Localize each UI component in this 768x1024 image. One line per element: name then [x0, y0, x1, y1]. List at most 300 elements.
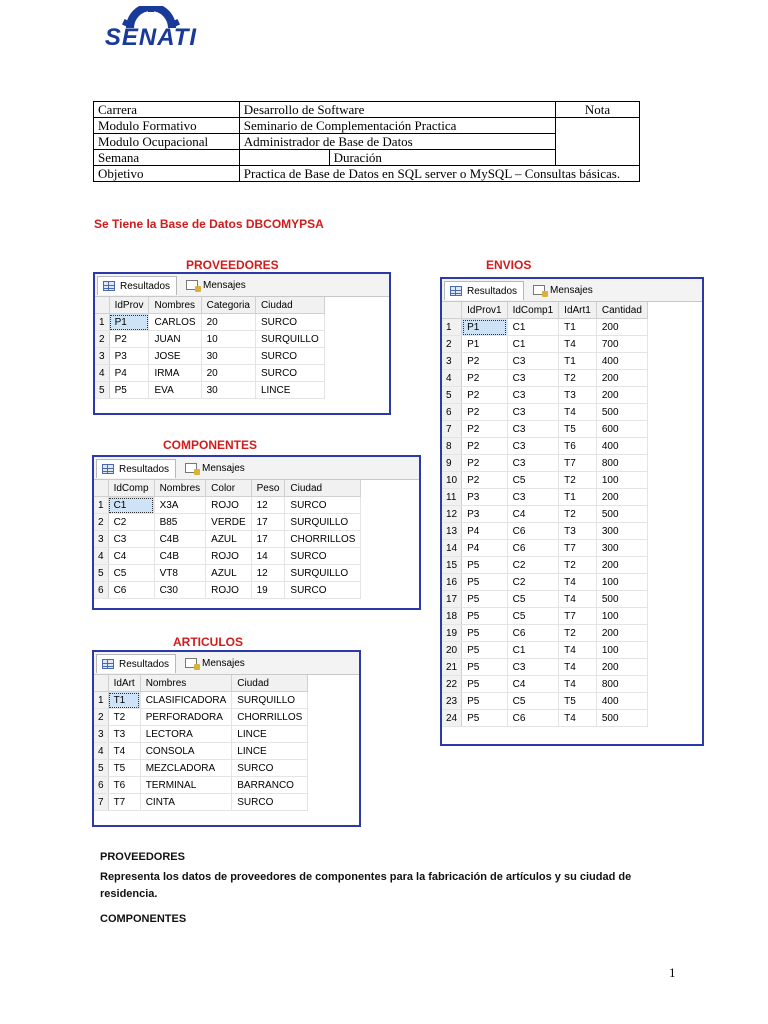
- grid-cell[interactable]: B85: [154, 514, 206, 531]
- grid-cell[interactable]: T4: [559, 574, 597, 591]
- grid-cell[interactable]: 30: [201, 382, 255, 399]
- grid-cell[interactable]: AZUL: [206, 531, 251, 548]
- grid-cell[interactable]: P2: [462, 421, 507, 438]
- grid-cell[interactable]: T4: [559, 336, 597, 353]
- grid-cell[interactable]: JUAN: [149, 331, 201, 348]
- grid-cell[interactable]: C3: [507, 438, 559, 455]
- table-row[interactable]: [95, 348, 324, 365]
- grid-cell[interactable]: 200: [596, 625, 647, 642]
- grid-cell[interactable]: P5: [462, 659, 507, 676]
- grid-cell[interactable]: P3: [109, 348, 149, 365]
- table-row[interactable]: [94, 497, 361, 514]
- grid-cell[interactable]: 20: [201, 365, 255, 382]
- grid-cell[interactable]: P5: [462, 693, 507, 710]
- grid-cell[interactable]: T4: [559, 591, 597, 608]
- column-header[interactable]: IdArt: [108, 675, 140, 692]
- grid-cell[interactable]: P2: [462, 472, 507, 489]
- table-row[interactable]: [442, 404, 647, 421]
- grid-cell[interactable]: T2: [559, 557, 597, 574]
- grid-cell[interactable]: LECTORA: [140, 726, 232, 743]
- table-row[interactable]: [442, 693, 647, 710]
- row-number[interactable]: 14: [442, 540, 462, 557]
- grid-cell[interactable]: C5: [507, 591, 559, 608]
- grid-cell[interactable]: 800: [596, 455, 647, 472]
- tab-mensajes[interactable]: Mensajes: [181, 276, 252, 295]
- grid-cell[interactable]: P1: [109, 314, 149, 331]
- column-header[interactable]: Ciudad: [255, 297, 324, 314]
- messages-icon: [186, 280, 198, 290]
- proveedores-grid: [95, 297, 325, 399]
- table-row[interactable]: [95, 331, 324, 348]
- grid-cell[interactable]: C6: [507, 523, 559, 540]
- grid-cell[interactable]: P3: [462, 489, 507, 506]
- grid-cell[interactable]: C3: [507, 489, 559, 506]
- grid-cell[interactable]: P2: [462, 387, 507, 404]
- table-row[interactable]: [442, 608, 647, 625]
- grid-cell[interactable]: SURQUILLO: [285, 565, 361, 582]
- grid-cell[interactable]: SURCO: [255, 348, 324, 365]
- grid-cell[interactable]: 17: [251, 531, 285, 548]
- column-header[interactable]: Nombres: [140, 675, 232, 692]
- grid-cell[interactable]: P5: [462, 574, 507, 591]
- grid-cell[interactable]: P4: [109, 365, 149, 382]
- table-row[interactable]: [442, 540, 647, 557]
- grid-cell[interactable]: C4: [507, 676, 559, 693]
- grid-cell[interactable]: C3: [507, 659, 559, 676]
- row-number[interactable]: 15: [442, 557, 462, 574]
- grid-cell[interactable]: T7: [559, 540, 597, 557]
- row-number[interactable]: 1: [94, 692, 108, 709]
- row-number[interactable]: 5: [95, 382, 109, 399]
- grid-cell[interactable]: T1: [559, 489, 597, 506]
- row-number[interactable]: 19: [442, 625, 462, 642]
- table-row[interactable]: [94, 514, 361, 531]
- row-number[interactable]: 3: [94, 726, 108, 743]
- row-number-header: [94, 675, 108, 692]
- grid-cell[interactable]: 500: [596, 404, 647, 421]
- table-row[interactable]: [94, 794, 308, 811]
- table-row[interactable]: [442, 591, 647, 608]
- column-header[interactable]: Nombres: [154, 480, 206, 497]
- grid-cell[interactable]: T2: [559, 625, 597, 642]
- row-number[interactable]: 6: [94, 582, 108, 599]
- grid-cell[interactable]: SURCO: [285, 582, 361, 599]
- grid-cell[interactable]: 14: [251, 548, 285, 565]
- grid-cell[interactable]: T2: [559, 506, 597, 523]
- row-number[interactable]: 5: [442, 387, 462, 404]
- grid-cell[interactable]: 200: [596, 319, 647, 336]
- column-header[interactable]: Categoria: [201, 297, 255, 314]
- table-row[interactable]: [94, 582, 361, 599]
- grid-cell[interactable]: P2: [462, 404, 507, 421]
- table-row[interactable]: [442, 574, 647, 591]
- grid-cell[interactable]: 30: [201, 348, 255, 365]
- modulo-ocupacional-label: Modulo Ocupacional: [94, 134, 240, 150]
- row-number[interactable]: 11: [442, 489, 462, 506]
- grid-cell[interactable]: T7: [108, 794, 140, 811]
- grid-cell[interactable]: C3: [507, 404, 559, 421]
- grid-cell[interactable]: C2: [507, 574, 559, 591]
- grid-cell[interactable]: C6: [507, 540, 559, 557]
- grid-cell[interactable]: X3A: [154, 497, 206, 514]
- grid-cell[interactable]: PERFORADORA: [140, 709, 232, 726]
- grid-cell[interactable]: T3: [108, 726, 140, 743]
- grid-cell[interactable]: P5: [462, 591, 507, 608]
- messages-icon: [533, 285, 545, 295]
- row-number-header: [94, 480, 108, 497]
- row-number[interactable]: 6: [442, 404, 462, 421]
- column-header[interactable]: IdComp1: [507, 302, 559, 319]
- grid-cell[interactable]: P4: [462, 540, 507, 557]
- grid-cell[interactable]: T4: [559, 659, 597, 676]
- grid-cell[interactable]: C3: [507, 387, 559, 404]
- grid-cell[interactable]: P5: [462, 642, 507, 659]
- grid-cell[interactable]: 700: [596, 336, 647, 353]
- row-number[interactable]: 2: [94, 514, 108, 531]
- grid-cell[interactable]: CHORRILLOS: [232, 709, 308, 726]
- grid-cell[interactable]: T3: [559, 387, 597, 404]
- grid-cell[interactable]: T3: [559, 523, 597, 540]
- grid-cell[interactable]: C1: [507, 642, 559, 659]
- row-number[interactable]: 7: [94, 794, 108, 811]
- grid-cell[interactable]: 300: [596, 523, 647, 540]
- tab-mensajes[interactable]: Mensajes: [180, 459, 251, 478]
- grid-cell[interactable]: CLASIFICADORA: [140, 692, 232, 709]
- row-number[interactable]: 2: [95, 331, 109, 348]
- grid-cell[interactable]: LINCE: [232, 743, 308, 760]
- grid-cell[interactable]: P5: [462, 557, 507, 574]
- table-row[interactable]: [442, 659, 647, 676]
- grid-cell[interactable]: 20: [201, 314, 255, 331]
- grid-cell[interactable]: P2: [462, 353, 507, 370]
- row-number[interactable]: 5: [94, 565, 108, 582]
- grid-cell[interactable]: 200: [596, 489, 647, 506]
- row-number[interactable]: 7: [442, 421, 462, 438]
- messages-icon: [185, 463, 197, 473]
- grid-cell[interactable]: T4: [559, 642, 597, 659]
- grid-cell[interactable]: SURCO: [255, 314, 324, 331]
- grid-cell[interactable]: C4: [108, 548, 154, 565]
- table-row[interactable]: [442, 625, 647, 642]
- grid-cell[interactable]: C6: [507, 710, 559, 727]
- grid-cell[interactable]: C5: [507, 472, 559, 489]
- table-row[interactable]: [442, 676, 647, 693]
- grid-cell[interactable]: 19: [251, 582, 285, 599]
- grid-cell[interactable]: TERMINAL: [140, 777, 232, 794]
- table-row[interactable]: [442, 387, 647, 404]
- row-number[interactable]: 4: [94, 548, 108, 565]
- grid-cell[interactable]: LINCE: [255, 382, 324, 399]
- grid-cell[interactable]: CHORRILLOS: [285, 531, 361, 548]
- grid-cell[interactable]: 12: [251, 497, 285, 514]
- semana-label: Semana: [94, 150, 240, 166]
- grid-cell[interactable]: 800: [596, 676, 647, 693]
- messages-icon: [185, 658, 197, 668]
- row-number[interactable]: 20: [442, 642, 462, 659]
- grid-cell[interactable]: 10: [201, 331, 255, 348]
- grid-cell[interactable]: P5: [109, 382, 149, 399]
- grid-cell[interactable]: C6: [507, 625, 559, 642]
- logo-text: SENATI: [104, 24, 198, 51]
- grid-cell[interactable]: 12: [251, 565, 285, 582]
- row-number[interactable]: 23: [442, 693, 462, 710]
- table-row[interactable]: [442, 421, 647, 438]
- grid-cell[interactable]: T4: [559, 710, 597, 727]
- table-row[interactable]: [442, 489, 647, 506]
- table-row[interactable]: [442, 438, 647, 455]
- grid-cell[interactable]: MEZCLADORA: [140, 760, 232, 777]
- grid-cell[interactable]: P5: [462, 608, 507, 625]
- senati-logo: [96, 6, 206, 50]
- row-number[interactable]: 1: [94, 497, 108, 514]
- table-row[interactable]: [94, 709, 308, 726]
- row-number[interactable]: 4: [442, 370, 462, 387]
- grid-cell[interactable]: C5: [507, 693, 559, 710]
- grid-cell[interactable]: 500: [596, 591, 647, 608]
- componentes-title: COMPONENTES: [163, 438, 258, 452]
- grid-cell[interactable]: C3: [507, 353, 559, 370]
- proveedores-title: PROVEEDORES: [186, 258, 279, 272]
- table-row[interactable]: [442, 506, 647, 523]
- table-row[interactable]: [442, 523, 647, 540]
- grid-cell[interactable]: P4: [462, 523, 507, 540]
- result-tabs: [95, 274, 389, 297]
- table-row[interactable]: [442, 472, 647, 489]
- table-row[interactable]: [442, 642, 647, 659]
- grid-cell[interactable]: 600: [596, 421, 647, 438]
- grid-cell[interactable]: T5: [559, 421, 597, 438]
- column-header[interactable]: IdComp: [108, 480, 154, 497]
- grid-cell[interactable]: ROJO: [206, 582, 251, 599]
- grid-cell[interactable]: 200: [596, 387, 647, 404]
- column-header[interactable]: IdProv1: [462, 302, 507, 319]
- table-row[interactable]: [442, 710, 647, 727]
- row-number[interactable]: 24: [442, 710, 462, 727]
- row-number[interactable]: 12: [442, 506, 462, 523]
- grid-cell[interactable]: C1: [108, 497, 154, 514]
- grid-cell[interactable]: 400: [596, 438, 647, 455]
- grid-cell[interactable]: P1: [462, 336, 507, 353]
- grid-cell[interactable]: T4: [559, 404, 597, 421]
- grid-cell[interactable]: CARLOS: [149, 314, 201, 331]
- grid-cell[interactable]: SURCO: [255, 365, 324, 382]
- grid-cell[interactable]: P2: [462, 370, 507, 387]
- grid-cell[interactable]: P2: [462, 438, 507, 455]
- table-row[interactable]: [95, 382, 324, 399]
- row-number[interactable]: 3: [442, 353, 462, 370]
- table-row[interactable]: [94, 777, 308, 794]
- table-row[interactable]: [94, 548, 361, 565]
- grid-cell[interactable]: P5: [462, 676, 507, 693]
- row-number[interactable]: 13: [442, 523, 462, 540]
- column-header[interactable]: Color: [206, 480, 251, 497]
- table-row[interactable]: [442, 370, 647, 387]
- grid-cell[interactable]: LINCE: [232, 726, 308, 743]
- grid-cell[interactable]: C1: [507, 319, 559, 336]
- grid-cell[interactable]: SURCO: [285, 497, 361, 514]
- grid-cell[interactable]: C4: [507, 506, 559, 523]
- row-number[interactable]: 2: [442, 336, 462, 353]
- table-row[interactable]: [95, 365, 324, 382]
- row-number[interactable]: 8: [442, 438, 462, 455]
- row-number[interactable]: 16: [442, 574, 462, 591]
- duracion-label: Duración: [329, 150, 556, 166]
- table-row[interactable]: [94, 743, 308, 760]
- column-header[interactable]: Peso: [251, 480, 285, 497]
- grid-cell[interactable]: P5: [462, 710, 507, 727]
- grid-cell[interactable]: C4B: [154, 531, 206, 548]
- componentes-desc-heading: COMPONENTES: [100, 913, 187, 925]
- table-row[interactable]: [442, 455, 647, 472]
- column-header[interactable]: Ciudad: [285, 480, 361, 497]
- row-number[interactable]: 2: [94, 709, 108, 726]
- grid-cell[interactable]: SURQUILLO: [232, 692, 308, 709]
- grid-cell[interactable]: T2: [108, 709, 140, 726]
- grid-cell[interactable]: C3: [507, 455, 559, 472]
- articulos-title: ARTICULOS: [173, 635, 243, 649]
- grid-cell[interactable]: AZUL: [206, 565, 251, 582]
- grid-cell[interactable]: 500: [596, 710, 647, 727]
- table-row[interactable]: [94, 531, 361, 548]
- grid-cell[interactable]: T5: [108, 760, 140, 777]
- modulo-formativo-label: Modulo Formativo: [94, 118, 240, 134]
- tab-mensajes[interactable]: Mensajes: [528, 281, 599, 300]
- grid-cell[interactable]: SURQUILLO: [285, 514, 361, 531]
- grid-cell[interactable]: C2: [507, 557, 559, 574]
- row-number[interactable]: 10: [442, 472, 462, 489]
- grid-cell[interactable]: 400: [596, 693, 647, 710]
- grid-cell[interactable]: 200: [596, 659, 647, 676]
- column-header[interactable]: Cantidad: [596, 302, 647, 319]
- grid-cell[interactable]: C2: [108, 514, 154, 531]
- grid-cell[interactable]: 500: [596, 506, 647, 523]
- row-number[interactable]: 17: [442, 591, 462, 608]
- column-header[interactable]: Ciudad: [232, 675, 308, 692]
- grid-cell[interactable]: JOSE: [149, 348, 201, 365]
- result-tabs: [442, 279, 702, 302]
- grid-cell[interactable]: C3: [507, 370, 559, 387]
- grid-cell[interactable]: 300: [596, 540, 647, 557]
- grid-cell[interactable]: CINTA: [140, 794, 232, 811]
- grid-cell[interactable]: VT8: [154, 565, 206, 582]
- table-row[interactable]: [442, 319, 647, 336]
- tab-resultados[interactable]: Resultados: [96, 654, 176, 673]
- grid-cell[interactable]: ROJO: [206, 548, 251, 565]
- tab-resultados[interactable]: Resultados: [444, 281, 524, 300]
- table-row[interactable]: [442, 557, 647, 574]
- row-number[interactable]: 4: [94, 743, 108, 760]
- grid-cell[interactable]: SURCO: [232, 794, 308, 811]
- table-row[interactable]: [442, 353, 647, 370]
- grid-cell[interactable]: C3: [108, 531, 154, 548]
- proveedores-panel: [93, 272, 391, 415]
- grid-cell[interactable]: 100: [596, 608, 647, 625]
- row-number[interactable]: 21: [442, 659, 462, 676]
- grid-cell[interactable]: P2: [462, 455, 507, 472]
- grid-cell[interactable]: 100: [596, 642, 647, 659]
- row-number[interactable]: 3: [94, 531, 108, 548]
- tab-mensajes[interactable]: Mensajes: [180, 654, 251, 673]
- grid-cell[interactable]: SURQUILLO: [255, 331, 324, 348]
- grid-cell[interactable]: T6: [108, 777, 140, 794]
- tab-resultados[interactable]: Resultados: [96, 459, 176, 478]
- grid-cell[interactable]: P5: [462, 625, 507, 642]
- row-number[interactable]: 5: [94, 760, 108, 777]
- grid-cell[interactable]: C30: [154, 582, 206, 599]
- row-number[interactable]: 9: [442, 455, 462, 472]
- grid-cell[interactable]: IRMA: [149, 365, 201, 382]
- table-row[interactable]: [94, 565, 361, 582]
- table-row[interactable]: [95, 314, 324, 331]
- table-row[interactable]: [94, 760, 308, 777]
- grid-cell[interactable]: C3: [507, 421, 559, 438]
- grid-cell[interactable]: T6: [559, 438, 597, 455]
- grid-cell[interactable]: CONSOLA: [140, 743, 232, 760]
- grid-cell[interactable]: P2: [109, 331, 149, 348]
- grid-cell[interactable]: T2: [559, 370, 597, 387]
- grid-cell[interactable]: C5: [108, 565, 154, 582]
- row-number[interactable]: 18: [442, 608, 462, 625]
- grid-cell[interactable]: 100: [596, 574, 647, 591]
- table-row[interactable]: [442, 336, 647, 353]
- grid-cell[interactable]: C4B: [154, 548, 206, 565]
- grid-cell[interactable]: P3: [462, 506, 507, 523]
- table-row[interactable]: [94, 726, 308, 743]
- grid-cell[interactable]: T4: [108, 743, 140, 760]
- grid-cell[interactable]: 400: [596, 353, 647, 370]
- carrera-value: Desarrollo de Software: [239, 102, 555, 118]
- grid-cell[interactable]: T1: [108, 692, 140, 709]
- row-number[interactable]: 22: [442, 676, 462, 693]
- column-header[interactable]: IdProv: [109, 297, 149, 314]
- grid-cell[interactable]: EVA: [149, 382, 201, 399]
- grid-cell[interactable]: ROJO: [206, 497, 251, 514]
- grid-cell[interactable]: T7: [559, 455, 597, 472]
- row-number[interactable]: 6: [94, 777, 108, 794]
- grid-cell[interactable]: T1: [559, 353, 597, 370]
- tab-resultados[interactable]: Resultados: [97, 276, 177, 295]
- row-number[interactable]: 4: [95, 365, 109, 382]
- nota-label: Nota: [556, 102, 640, 118]
- grid-cell[interactable]: T5: [559, 693, 597, 710]
- grid-cell[interactable]: 17: [251, 514, 285, 531]
- table-row[interactable]: [94, 692, 308, 709]
- grid-cell[interactable]: VERDE: [206, 514, 251, 531]
- row-number[interactable]: 1: [442, 319, 462, 336]
- grid-cell[interactable]: 200: [596, 557, 647, 574]
- grid-cell[interactable]: C1: [507, 336, 559, 353]
- proveedores-desc-text: Representa los datos de proveedores de componentes para la fabricación de artículos y su ciudad de residencia.: [100, 871, 632, 900]
- grid-cell[interactable]: T2: [559, 472, 597, 489]
- grid-cell[interactable]: P1: [462, 319, 507, 336]
- grid-cell[interactable]: 200: [596, 370, 647, 387]
- column-header[interactable]: IdArt1: [559, 302, 597, 319]
- column-header[interactable]: Nombres: [149, 297, 201, 314]
- proveedores-desc-heading: PROVEEDORES: [100, 851, 185, 863]
- row-number[interactable]: 1: [95, 314, 109, 331]
- grid-cell[interactable]: SURCO: [285, 548, 361, 565]
- grid-cell[interactable]: T4: [559, 676, 597, 693]
- grid-cell[interactable]: BARRANCO: [232, 777, 308, 794]
- grid-cell[interactable]: SURCO: [232, 760, 308, 777]
- grid-cell[interactable]: T7: [559, 608, 597, 625]
- row-number[interactable]: 3: [95, 348, 109, 365]
- grid-cell[interactable]: C5: [507, 608, 559, 625]
- grid-cell[interactable]: C6: [108, 582, 154, 599]
- grid-cell[interactable]: T1: [559, 319, 597, 336]
- envios-grid: [442, 302, 648, 727]
- grid-cell[interactable]: 100: [596, 472, 647, 489]
